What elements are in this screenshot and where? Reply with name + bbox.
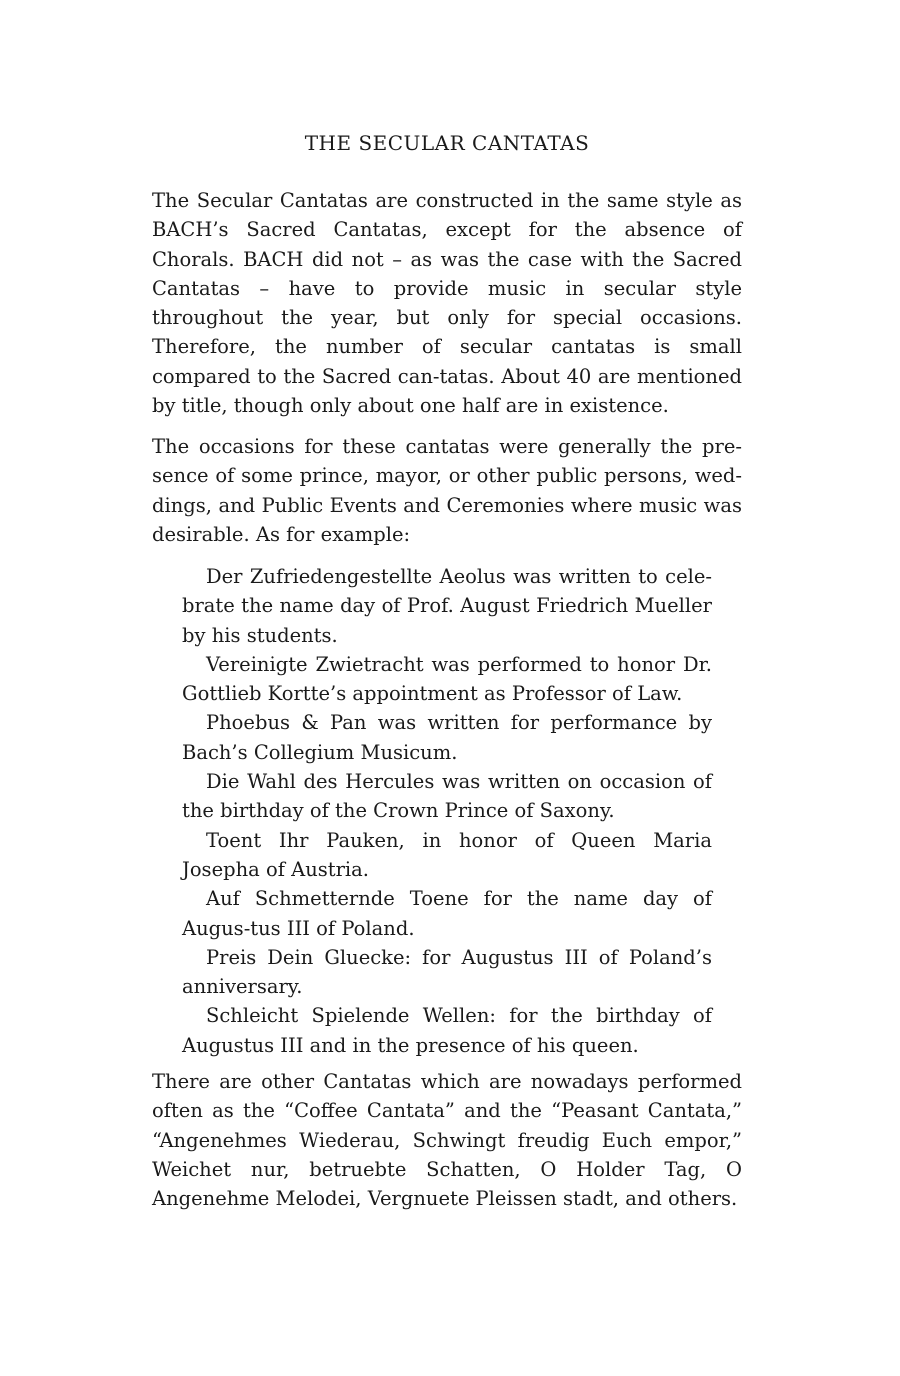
occasions-paragraph: The occasions for these cantatas were generally the pre-sence of some prince, mayor, or other public persons, wed-dings, and Public Events and Ceremonies where music was desirable. As for example: [152, 435, 742, 546]
example-item: Preis Dein Gluecke: for Augustus III of Poland’s anniversary. [182, 945, 712, 999]
other-cantatas-paragraph: There are other Cantatas which are nowadays performed often as the “Coffee Cantata” and the “Peasant Cantata,” “Angenehmes Wiederau, Schwingt freudig Euch empor,” Weichet nur, betruebte Schatten, O Holder Tag, O Angenehme Melodei, Vergnuete Pleissen stadt, and others. [152, 1070, 742, 1211]
examples-list [182, 562, 712, 1060]
example-item: Auf Schmetternde Toene for the name day of Augus-tus III of Poland. [182, 887, 712, 940]
example-item: Schleicht Spielende Wellen: for the birthday of Augustus III and in the presence of his queen. [182, 1004, 712, 1057]
intro-paragraph: The Secular Cantatas are constructed in the same style as BACH’s Sacred Cantatas, except for the absence of Chorals. BACH did not – as was the case with the Sacred Cantatas – have to provide music in secular style throughout the year, but only for special occasions. Therefore, the number of secular cantatas is small compared to the Sacred can-tatas. About 40 are mentioned by title, though only about one half are in existence. [152, 189, 742, 418]
page-title: THE SECULAR CANTATAS [304, 131, 590, 155]
example-item: Die Wahl des Hercules was written on occasion of the birthday of the Crown Prince of Saxony. [182, 770, 712, 823]
example-item: Toent Ihr Pauken, in honor of Queen Maria Josepha of Austria. [182, 828, 712, 881]
example-item: Der Zufriedengestellte Aeolus was written to cele-brate the name day of Prof. August Friedrich Mueller by his students. [182, 565, 712, 647]
example-item: Phoebus & Pan was written for performance by Bach’s Collegium Musicum. [182, 711, 712, 764]
example-item: Vereinigte Zwietracht was performed to honor Dr. Gottlieb Kortte’s appointment as Professor of Law. [182, 652, 712, 706]
